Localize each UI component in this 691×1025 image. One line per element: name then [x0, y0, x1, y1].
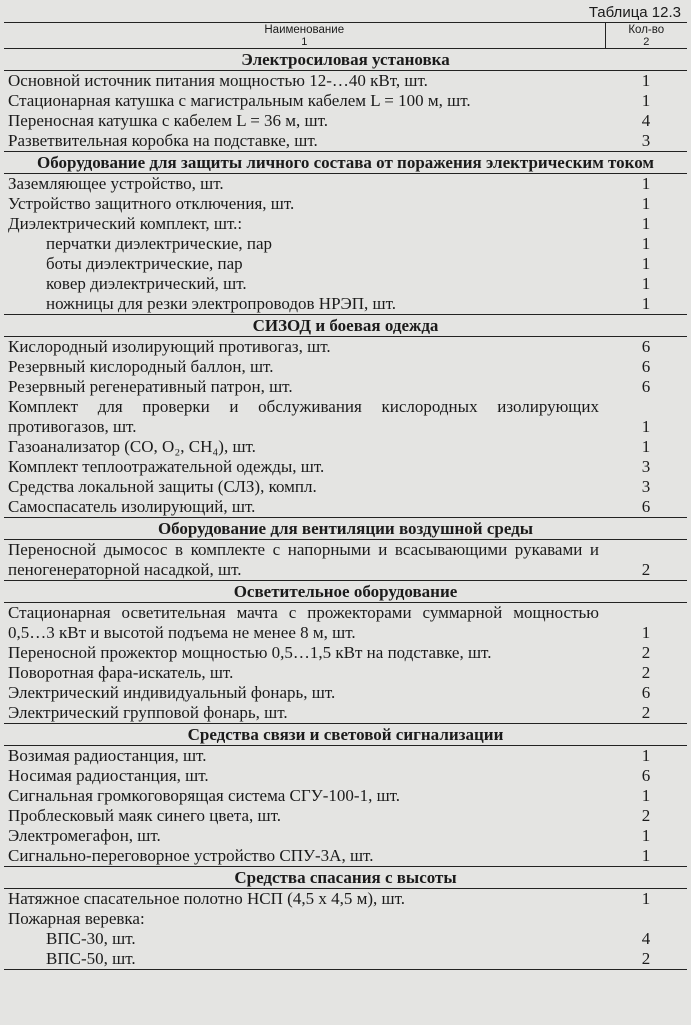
table-row: [4, 174, 687, 195]
item-qty: 1: [641, 214, 651, 233]
table-row: [4, 437, 687, 457]
header-qty: Кол-во: [605, 23, 687, 37]
item-qty: 1: [605, 294, 687, 315]
table-caption: Таблица 12.3: [588, 4, 681, 21]
table-row: [4, 274, 687, 294]
section-title: Оборудование для вентиляции воздушной среды: [4, 518, 687, 540]
item-name: Резервный кислородный баллон, шт.: [8, 357, 274, 376]
item-qty: 2: [641, 806, 651, 825]
item-qty: 2: [641, 643, 651, 662]
item-name: боты диэлектрические, пар: [46, 254, 243, 273]
table-row: [4, 846, 687, 867]
item-qty: 6: [641, 357, 651, 376]
item-qty: 1: [641, 786, 651, 805]
item-qty: 1: [641, 174, 651, 193]
equipment-table: [4, 22, 687, 970]
item-qty: 1: [641, 71, 651, 90]
item-name: Разветвительная коробка на подставке, шт.: [4, 131, 605, 152]
table-row: [4, 91, 687, 111]
item-qty: 1: [641, 437, 651, 456]
table-row: [4, 457, 687, 477]
item-name: Натяжное спасательное полотно НСП (4,5 х 4,5 м), шт.: [8, 889, 405, 908]
table-row: [4, 294, 687, 315]
table-row: [4, 766, 687, 786]
table-row: [4, 254, 687, 274]
item-name: Переносная катушка с кабелем L = 36 м, шт.: [8, 111, 329, 130]
item-name: Диэлектрический комплект, шт.:: [8, 214, 243, 233]
table-row: [4, 377, 687, 397]
item-qty: 3: [641, 477, 651, 496]
item-qty: [605, 909, 687, 929]
table-row: [4, 71, 687, 92]
item-qty: 6: [641, 766, 651, 785]
table-body: [4, 49, 687, 970]
item-qty: 6: [641, 683, 651, 702]
table-row: [4, 357, 687, 377]
item-name: Устройство защитного отключения, шт.: [8, 194, 295, 213]
item-qty: 1: [641, 234, 651, 253]
item-name: Сигнально-переговорное устройство СПУ-3А, шт.: [4, 846, 605, 867]
item-name: Проблесковый маяк синего цвета, шт.: [8, 806, 282, 825]
item-name: Комплект теплоотражательной одежды, шт.: [8, 457, 325, 476]
item-qty: 2: [605, 540, 687, 581]
item-qty: 1: [641, 254, 651, 273]
table-row: [4, 337, 687, 358]
item-qty: 1: [641, 91, 651, 110]
section-title: Средства связи и световой сигнализации: [4, 724, 687, 746]
item-qty: 2: [605, 703, 687, 724]
table-row: [4, 929, 687, 949]
section-title: СИЗОД и боевая одежда: [4, 315, 687, 337]
table-row: [4, 889, 687, 910]
item-name: Электрический индивидуальный фонарь, шт.: [8, 683, 336, 702]
item-name: ВПС-50, шт.: [4, 949, 605, 970]
table-row: [4, 643, 687, 663]
table-row: [4, 746, 687, 767]
table-row: [4, 909, 687, 929]
item-name: перчатки диэлектрические, пар: [46, 234, 273, 253]
item-name: Пожарная веревка:: [8, 909, 145, 928]
section-header-row: [4, 867, 687, 889]
table-row: [4, 826, 687, 846]
section-header-row: [4, 724, 687, 746]
table-row: [4, 663, 687, 683]
item-qty: 1: [641, 623, 651, 642]
item-name: Заземляющее устройство, шт.: [8, 174, 224, 193]
item-name: Электрический групповой фонарь, шт.: [4, 703, 605, 724]
item-name: Сигнальная громкоговорящая система СГУ-100-1, шт.: [8, 786, 401, 805]
section-header-row: [4, 315, 687, 337]
item-qty: 6: [641, 337, 651, 356]
table-row: [4, 949, 687, 970]
section-header-row: [4, 581, 687, 603]
item-qty: 1: [641, 889, 651, 908]
item-qty: 6: [605, 497, 687, 518]
item-name: Стационарная осветительная мачта с прожекторами суммарной мощностью 0,5…3 кВт и высотой подъема не менее 8 м, шт.: [8, 603, 599, 642]
item-name: ножницы для резки электропроводов НРЭП, шт.: [4, 294, 605, 315]
item-name: Основной источник питания мощностью 12-…40 кВт, шт.: [8, 71, 428, 90]
item-qty: 2: [641, 663, 651, 682]
item-name: Поворотная фара-искатель, шт.: [8, 663, 234, 682]
item-name: Переносной прожектор мощностью 0,5…1,5 кВт на подставке, шт.: [8, 643, 492, 662]
item-qty: 1: [641, 274, 651, 293]
item-name: Резервный регенеративный патрон, шт.: [8, 377, 293, 396]
section-title: Оборудование для защиты личного состава от поражения электрическим током: [4, 152, 687, 174]
section-header-row: [4, 152, 687, 174]
item-qty: 1: [605, 846, 687, 867]
table-row: [4, 786, 687, 806]
item-name: Газоанализатор (CO, O₂, CH₄), шт.: [8, 437, 256, 456]
item-name: Носимая радиостанция, шт.: [8, 766, 209, 785]
table-row: [4, 194, 687, 214]
item-qty: 4: [641, 929, 651, 948]
item-qty: 1: [641, 194, 651, 213]
item-name: Комплект для проверки и обслуживания кислородных изолирующих противогазов, шт.: [8, 397, 599, 436]
header-name: Наименование: [4, 23, 605, 37]
item-qty: 6: [641, 377, 651, 396]
item-name: Возимая радиостанция, шт.: [8, 746, 207, 765]
column-number-name: 1: [4, 36, 605, 49]
item-name: ВПС-30, шт.: [46, 929, 136, 948]
section-header-row: [4, 518, 687, 540]
table-row: [4, 214, 687, 234]
item-name: Самоспасатель изолирующий, шт.: [4, 497, 605, 518]
item-qty: 4: [641, 111, 651, 130]
item-qty: 1: [641, 746, 651, 765]
item-qty: 1: [641, 417, 651, 436]
table-row: [4, 540, 687, 581]
item-name: Переносной дымосос в комплекте с напорными и всасывающими рукавами и пеногенераторной насадкой, шт.: [4, 540, 605, 581]
table-row: [4, 477, 687, 497]
table-row: [4, 397, 687, 437]
item-name: Средства локальной защиты (СЛЗ), компл.: [8, 477, 317, 496]
table-row: [4, 603, 687, 644]
column-number-qty: 2: [605, 36, 687, 49]
table-header-row: [4, 23, 687, 37]
item-name: ковер диэлектрический, шт.: [46, 274, 247, 293]
column-number-row: [4, 36, 687, 49]
table-row: [4, 806, 687, 826]
item-qty: 3: [605, 131, 687, 152]
item-name: Стационарная катушка с магистральным кабелем L = 100 м, шт.: [8, 91, 471, 110]
table-row: [4, 131, 687, 152]
table-row: [4, 703, 687, 724]
table-row: [4, 683, 687, 703]
section-title: Осветительное оборудование: [4, 581, 687, 603]
item-qty: 3: [641, 457, 651, 476]
item-name: Электромегафон, шт.: [8, 826, 161, 845]
table-row: [4, 111, 687, 131]
section-title: Средства спасания с высоты: [4, 867, 687, 889]
section-title: Электросиловая установка: [4, 49, 687, 71]
item-name: Кислородный изолирующий противогаз, шт.: [8, 337, 331, 356]
item-qty: 1: [641, 826, 651, 845]
section-header-row: [4, 49, 687, 71]
table-row: [4, 497, 687, 518]
item-qty: 2: [605, 949, 687, 970]
table-row: [4, 234, 687, 254]
